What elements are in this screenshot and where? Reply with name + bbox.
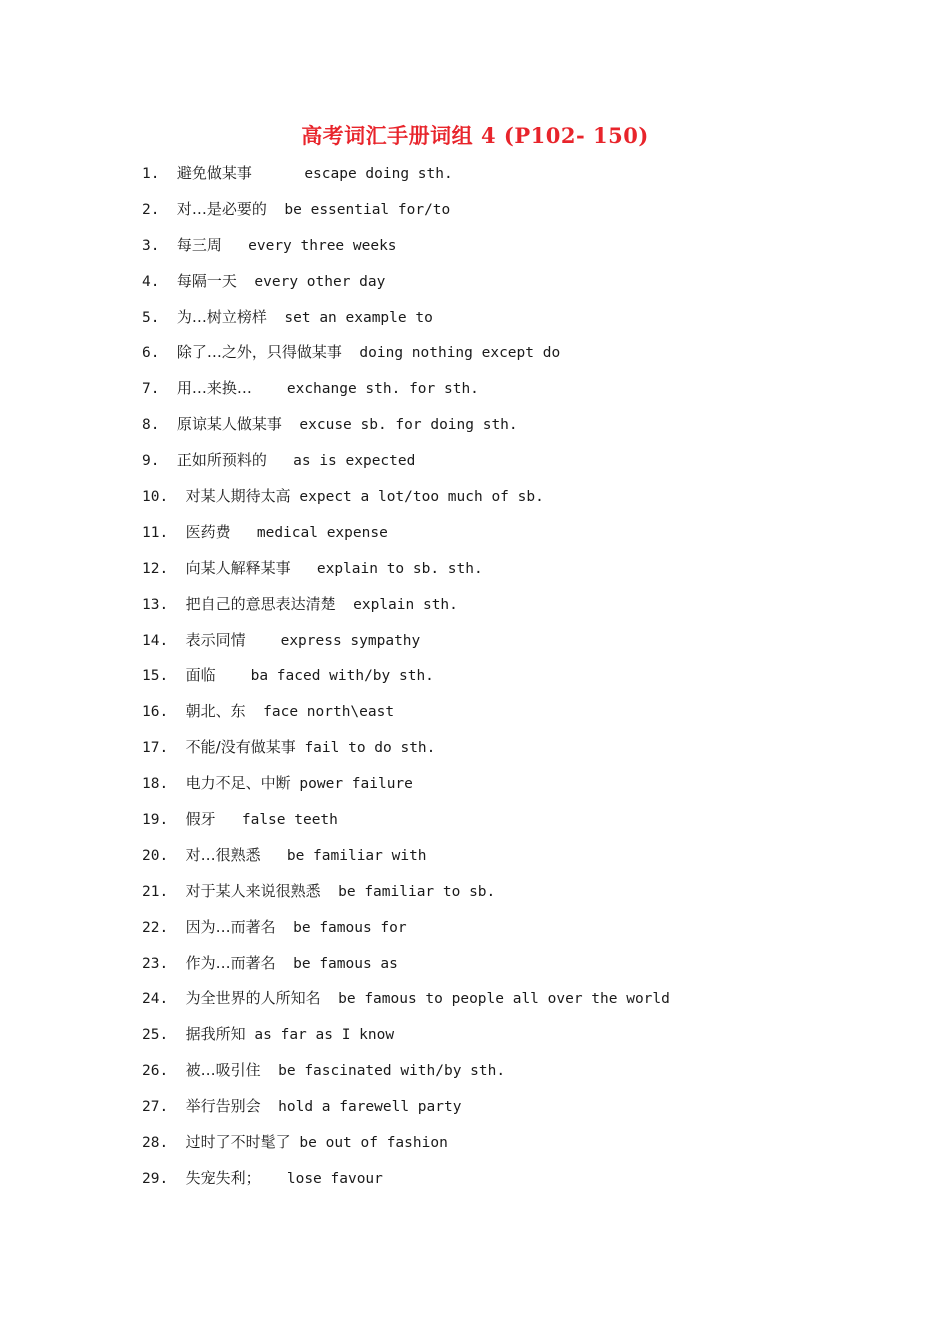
list-item: [142, 878, 670, 914]
chinese-phrase: 每隔一天: [176, 271, 237, 290]
english-phrase: medical expense: [230, 524, 388, 541]
document-title: 高考词汇手册词组 4 (P102- 150): [301, 123, 649, 148]
chinese-phrase: 用…来换…: [176, 379, 252, 398]
chinese-phrase: 原谅某人做某事: [176, 415, 282, 434]
item-number: 1.: [142, 166, 177, 182]
list-item: [142, 232, 670, 268]
english-phrase: doing nothing except do: [341, 345, 561, 362]
item-number: 7.: [142, 381, 177, 398]
english-phrase: be familiar with: [260, 847, 427, 864]
chinese-phrase: 表示同情: [185, 630, 246, 649]
list-item: [142, 806, 670, 842]
chinese-phrase: 避免做某事: [176, 164, 252, 182]
chinese-phrase: 为全世界的人所知名: [185, 989, 321, 1008]
list-item: [142, 734, 670, 770]
english-phrase: be fascinated with/by sth.: [260, 1063, 506, 1080]
english-phrase: power failure: [290, 776, 413, 793]
item-number: 22.: [142, 919, 186, 936]
english-phrase: face north\east: [245, 704, 395, 721]
english-phrase: as far as I know: [245, 1027, 395, 1044]
item-number: 5.: [142, 309, 177, 326]
chinese-phrase: 对…是必要的: [176, 199, 267, 218]
chinese-phrase: 向某人解释某事: [185, 558, 291, 577]
english-phrase: exchange sth. for sth.: [251, 381, 479, 398]
english-phrase: explain to sb. sth.: [290, 560, 483, 577]
list-item: [142, 375, 670, 411]
english-phrase: as is expected: [266, 453, 416, 470]
item-number: 2.: [142, 201, 177, 218]
list-item: [142, 483, 670, 519]
english-phrase: set an example to: [266, 309, 433, 326]
english-phrase: be famous as: [275, 955, 398, 972]
item-number: 13.: [142, 596, 186, 613]
item-number: 20.: [142, 847, 186, 864]
phrase-list: [142, 160, 670, 1201]
list-item: [142, 555, 670, 591]
list-item: [142, 950, 670, 986]
list-item: [142, 698, 670, 734]
item-number: 15.: [142, 668, 186, 685]
chinese-phrase: 正如所预料的: [176, 451, 267, 470]
item-number: 24.: [142, 991, 186, 1008]
chinese-phrase: 除了…之外，只得做某事: [176, 343, 342, 362]
list-item: [142, 662, 670, 698]
list-item: [142, 519, 670, 555]
item-number: 17.: [142, 740, 186, 757]
english-phrase: ba faced with/by sth.: [215, 668, 434, 685]
chinese-phrase: 作为…而著名: [185, 953, 276, 972]
english-phrase: fail to do sth.: [295, 740, 436, 757]
item-number: 3.: [142, 237, 177, 254]
chinese-phrase: 因为…而著名: [185, 917, 276, 936]
item-number: 4.: [142, 273, 177, 290]
item-number: 11.: [142, 524, 186, 541]
list-item: [142, 914, 670, 950]
list-item: [142, 1129, 670, 1165]
list-item: [142, 770, 670, 806]
list-item: [142, 339, 670, 375]
list-item: [142, 1165, 670, 1201]
item-number: 19.: [142, 812, 186, 829]
chinese-phrase: 对于某人来说很熟悉: [185, 881, 321, 900]
item-number: 18.: [142, 776, 186, 793]
item-number: 14.: [142, 632, 186, 649]
item-number: 26.: [142, 1063, 186, 1080]
chinese-phrase: 举行告别会: [185, 1097, 261, 1116]
item-number: 9.: [142, 453, 177, 470]
list-item: [142, 304, 670, 340]
list-item: [142, 985, 670, 1021]
item-number: 29.: [142, 1170, 186, 1187]
english-phrase: expect a lot/too much of sb.: [290, 489, 544, 506]
english-phrase: be famous for: [275, 919, 407, 936]
item-number: 21.: [142, 883, 186, 900]
list-item: [142, 591, 670, 627]
chinese-phrase: 为…树立榜样: [176, 307, 267, 326]
chinese-phrase: 对某人期待太高: [185, 487, 291, 506]
english-phrase: every other day: [236, 273, 386, 290]
chinese-phrase: 医药费: [185, 522, 231, 541]
item-number: 8.: [142, 417, 177, 434]
chinese-phrase: 朝北、东: [185, 702, 246, 721]
english-phrase: excuse sb. for doing sth.: [281, 417, 518, 434]
list-item: [142, 842, 670, 878]
chinese-phrase: 假牙: [185, 810, 216, 829]
english-phrase: explain sth.: [335, 596, 458, 613]
chinese-phrase: 把自己的意思表达清楚: [185, 594, 336, 613]
chinese-phrase: 不能/没有做某事: [185, 738, 296, 757]
item-number: 25.: [142, 1027, 186, 1044]
list-item: [142, 1021, 670, 1057]
chinese-phrase: 面临: [185, 666, 216, 685]
english-phrase: express sympathy: [245, 632, 421, 649]
list-item: [142, 196, 670, 232]
list-item: [142, 1057, 670, 1093]
item-number: 16.: [142, 704, 186, 721]
english-phrase: escape doing sth.: [251, 166, 453, 182]
english-phrase: be famous to people all over the world: [320, 991, 670, 1008]
chinese-phrase: 据我所知: [185, 1025, 246, 1044]
item-number: 28.: [142, 1135, 186, 1152]
list-item: [142, 411, 670, 447]
chinese-phrase: 过时了不时髦了: [185, 1133, 291, 1152]
list-item: [142, 160, 670, 196]
item-number: 6.: [142, 345, 177, 362]
item-number: 10.: [142, 489, 186, 506]
english-phrase: hold a farewell party: [260, 1099, 462, 1116]
chinese-phrase: 被…吸引住: [185, 1061, 261, 1080]
chinese-phrase: 失宠失利；: [185, 1168, 261, 1187]
english-phrase: be out of fashion: [290, 1135, 448, 1152]
list-item: [142, 627, 670, 663]
english-phrase: be familiar to sb.: [320, 883, 496, 900]
english-phrase: every three weeks: [221, 237, 397, 254]
list-item: [142, 447, 670, 483]
english-phrase: lose favour: [260, 1170, 383, 1187]
item-number: 27.: [142, 1099, 186, 1116]
item-number: 12.: [142, 560, 186, 577]
chinese-phrase: 电力不足、中断: [185, 774, 291, 793]
chinese-phrase: 每三周: [176, 235, 222, 254]
english-phrase: be essential for/to: [266, 201, 451, 218]
list-item: [142, 1093, 670, 1129]
list-item: [142, 268, 670, 304]
chinese-phrase: 对…很熟悉: [185, 845, 261, 864]
item-number: 23.: [142, 955, 186, 972]
english-phrase: false teeth: [215, 812, 338, 829]
